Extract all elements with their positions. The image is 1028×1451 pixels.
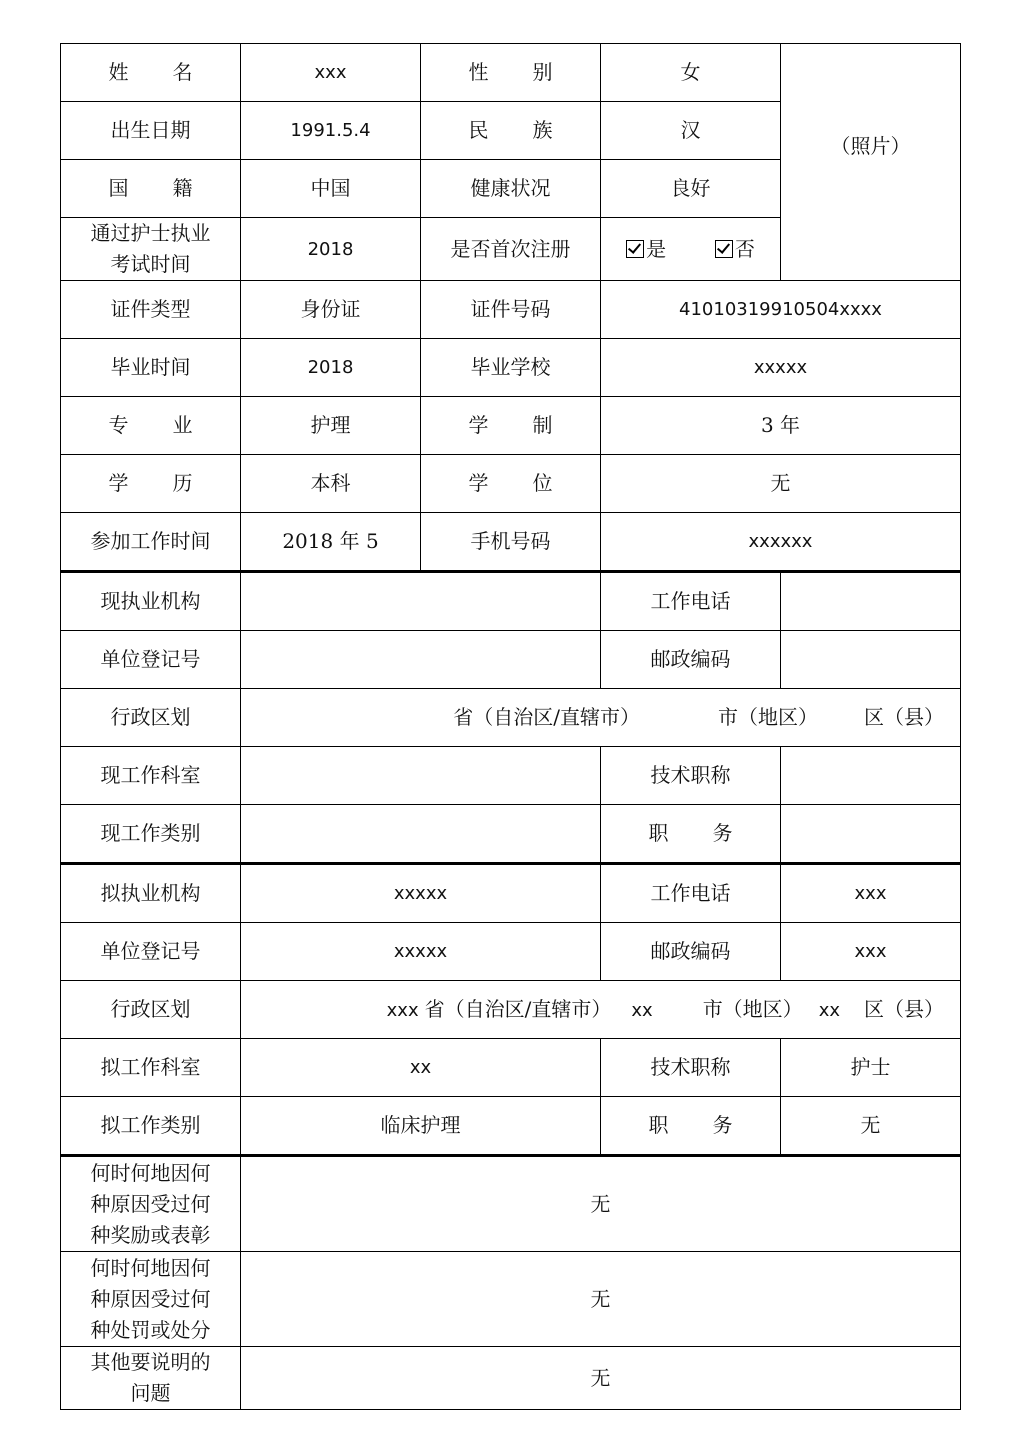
current-regno-value[interactable]: [241, 631, 601, 689]
row-planned-institution: [61, 864, 961, 923]
row-current-region: [61, 689, 961, 747]
degree-label: 学 位: [421, 455, 601, 513]
exam-time-value[interactable]: 2018: [241, 218, 421, 281]
planned-institution-value[interactable]: xxxxx: [241, 864, 601, 923]
current-dept-value[interactable]: [241, 747, 601, 805]
planned-title-value[interactable]: 护士: [781, 1039, 961, 1097]
planned-regno-label: 单位登记号: [61, 923, 241, 981]
birth-value[interactable]: 1991.5.4: [241, 102, 421, 160]
penalty-value[interactable]: 无: [241, 1252, 961, 1347]
degree-value[interactable]: 无: [601, 455, 961, 513]
awards-label: 何时何地因何 种原因受过何 种奖励或表彰: [61, 1156, 241, 1252]
form-table: [60, 43, 961, 1410]
planned-work-phone-value[interactable]: xxx: [781, 864, 961, 923]
current-category-value[interactable]: [241, 805, 601, 864]
row-notes: [61, 1347, 961, 1410]
planned-regno-value[interactable]: xxxxx: [241, 923, 601, 981]
row-penalty: [61, 1252, 961, 1347]
school-value[interactable]: xxxxx: [601, 339, 961, 397]
id-number-value[interactable]: 41010319910504xxxx: [601, 281, 961, 339]
current-title-label: 技术职称: [601, 747, 781, 805]
planned-title-label: 技术职称: [601, 1039, 781, 1097]
current-position-label: 职 务: [601, 805, 781, 864]
phone-label: 手机号码: [421, 513, 601, 572]
current-postcode-label: 邮政编码: [601, 631, 781, 689]
planned-work-phone-label: 工作电话: [601, 864, 781, 923]
school-label: 毕业学校: [421, 339, 601, 397]
birth-label: 出生日期: [61, 102, 241, 160]
awards-value[interactable]: 无: [241, 1156, 961, 1252]
row-current-institution: [61, 572, 961, 631]
id-type-value[interactable]: 身份证: [241, 281, 421, 339]
duration-value[interactable]: 3 年: [601, 397, 961, 455]
photo-label: （照片）: [830, 134, 911, 158]
planned-region-county: 区（县）: [864, 996, 944, 1021]
row-name: [61, 44, 961, 102]
education-value[interactable]: 本科: [241, 455, 421, 513]
planned-dept-label: 拟工作科室: [61, 1039, 241, 1097]
row-planned-dept: [61, 1039, 961, 1097]
row-awards: [61, 1156, 961, 1252]
planned-region-value[interactable]: [241, 981, 961, 1039]
education-label: 学 历: [61, 455, 241, 513]
health-label: 健康状况: [421, 160, 601, 218]
gender-value[interactable]: 女: [601, 44, 781, 102]
id-number-label: 证件号码: [421, 281, 601, 339]
planned-region-city-value: xx: [631, 999, 653, 1021]
current-position-value[interactable]: [781, 805, 961, 864]
row-current-category: [61, 805, 961, 864]
photo-box[interactable]: [781, 44, 961, 281]
nationality-label: 国 籍: [61, 160, 241, 218]
current-category-label: 现工作类别: [61, 805, 241, 864]
planned-institution-label: 拟执业机构: [61, 864, 241, 923]
planned-region-county-value: xx: [818, 999, 840, 1021]
first-reg-no-label: 否: [734, 236, 755, 261]
registration-form: [60, 43, 960, 1410]
duration-label: 学 制: [421, 397, 601, 455]
row-id: [61, 281, 961, 339]
exam-time-label: 通过护士执业 考试时间: [61, 218, 241, 281]
notes-label: 其他要说明的 问题: [61, 1347, 241, 1410]
row-current-dept: [61, 747, 961, 805]
checkbox-no-icon[interactable]: [715, 240, 733, 258]
id-type-label: 证件类型: [61, 281, 241, 339]
row-current-regno: [61, 631, 961, 689]
row-planned-region: [61, 981, 961, 1039]
current-institution-label: 现执业机构: [61, 572, 241, 631]
grad-time-label: 毕业时间: [61, 339, 241, 397]
planned-category-label: 拟工作类别: [61, 1097, 241, 1156]
work-start-value[interactable]: 2018 年 5: [241, 513, 421, 572]
ethnicity-label: 民 族: [421, 102, 601, 160]
health-value[interactable]: 良好: [601, 160, 781, 218]
name-label: 姓 名: [61, 44, 241, 102]
current-title-value[interactable]: [781, 747, 961, 805]
current-postcode-value[interactable]: [781, 631, 961, 689]
first-registration-label: 是否首次注册: [421, 218, 601, 281]
current-work-phone-label: 工作电话: [601, 572, 781, 631]
current-work-phone-value[interactable]: [781, 572, 961, 631]
row-work-start: [61, 513, 961, 572]
row-education: [61, 455, 961, 513]
current-regno-label: 单位登记号: [61, 631, 241, 689]
planned-region-city: 市（地区）: [702, 996, 803, 1021]
checkbox-yes-icon[interactable]: [626, 240, 644, 258]
work-start-label: 参加工作时间: [61, 513, 241, 572]
current-region-province: 省（自治区/直辖市）: [453, 705, 640, 729]
name-value[interactable]: xxx: [241, 44, 421, 102]
current-region-county: 区（县）: [864, 705, 944, 729]
planned-position-value[interactable]: 无: [781, 1097, 961, 1156]
planned-region-province: 省（自治区/直辖市）: [424, 996, 612, 1021]
ethnicity-value[interactable]: 汉: [601, 102, 781, 160]
planned-postcode-value[interactable]: xxx: [781, 923, 961, 981]
nationality-value[interactable]: 中国: [241, 160, 421, 218]
first-reg-yes-label: 是: [646, 236, 667, 261]
row-major: [61, 397, 961, 455]
planned-region-label: 行政区划: [61, 981, 241, 1039]
planned-position-label: 职 务: [601, 1097, 781, 1156]
current-institution-value[interactable]: [241, 572, 601, 631]
planned-category-value[interactable]: 临床护理: [241, 1097, 601, 1156]
planned-region-province-value: xxx: [386, 999, 419, 1021]
major-value[interactable]: 护理: [241, 397, 421, 455]
planned-postcode-label: 邮政编码: [601, 923, 781, 981]
current-region-value[interactable]: [241, 689, 961, 747]
current-region-city: 市（地区）: [718, 705, 818, 729]
grad-time-value[interactable]: 2018: [241, 339, 421, 397]
current-region-label: 行政区划: [61, 689, 241, 747]
row-planned-category: [61, 1097, 961, 1156]
first-registration-options: [601, 218, 781, 281]
notes-value[interactable]: 无: [241, 1347, 961, 1410]
row-planned-regno: [61, 923, 961, 981]
planned-dept-value[interactable]: xx: [241, 1039, 601, 1097]
gender-label: 性 别: [421, 44, 601, 102]
major-label: 专 业: [61, 397, 241, 455]
row-graduation: [61, 339, 961, 397]
penalty-label: 何时何地因何 种原因受过何 种处罚或处分: [61, 1252, 241, 1347]
current-dept-label: 现工作科室: [61, 747, 241, 805]
phone-value[interactable]: xxxxxx: [601, 513, 961, 572]
